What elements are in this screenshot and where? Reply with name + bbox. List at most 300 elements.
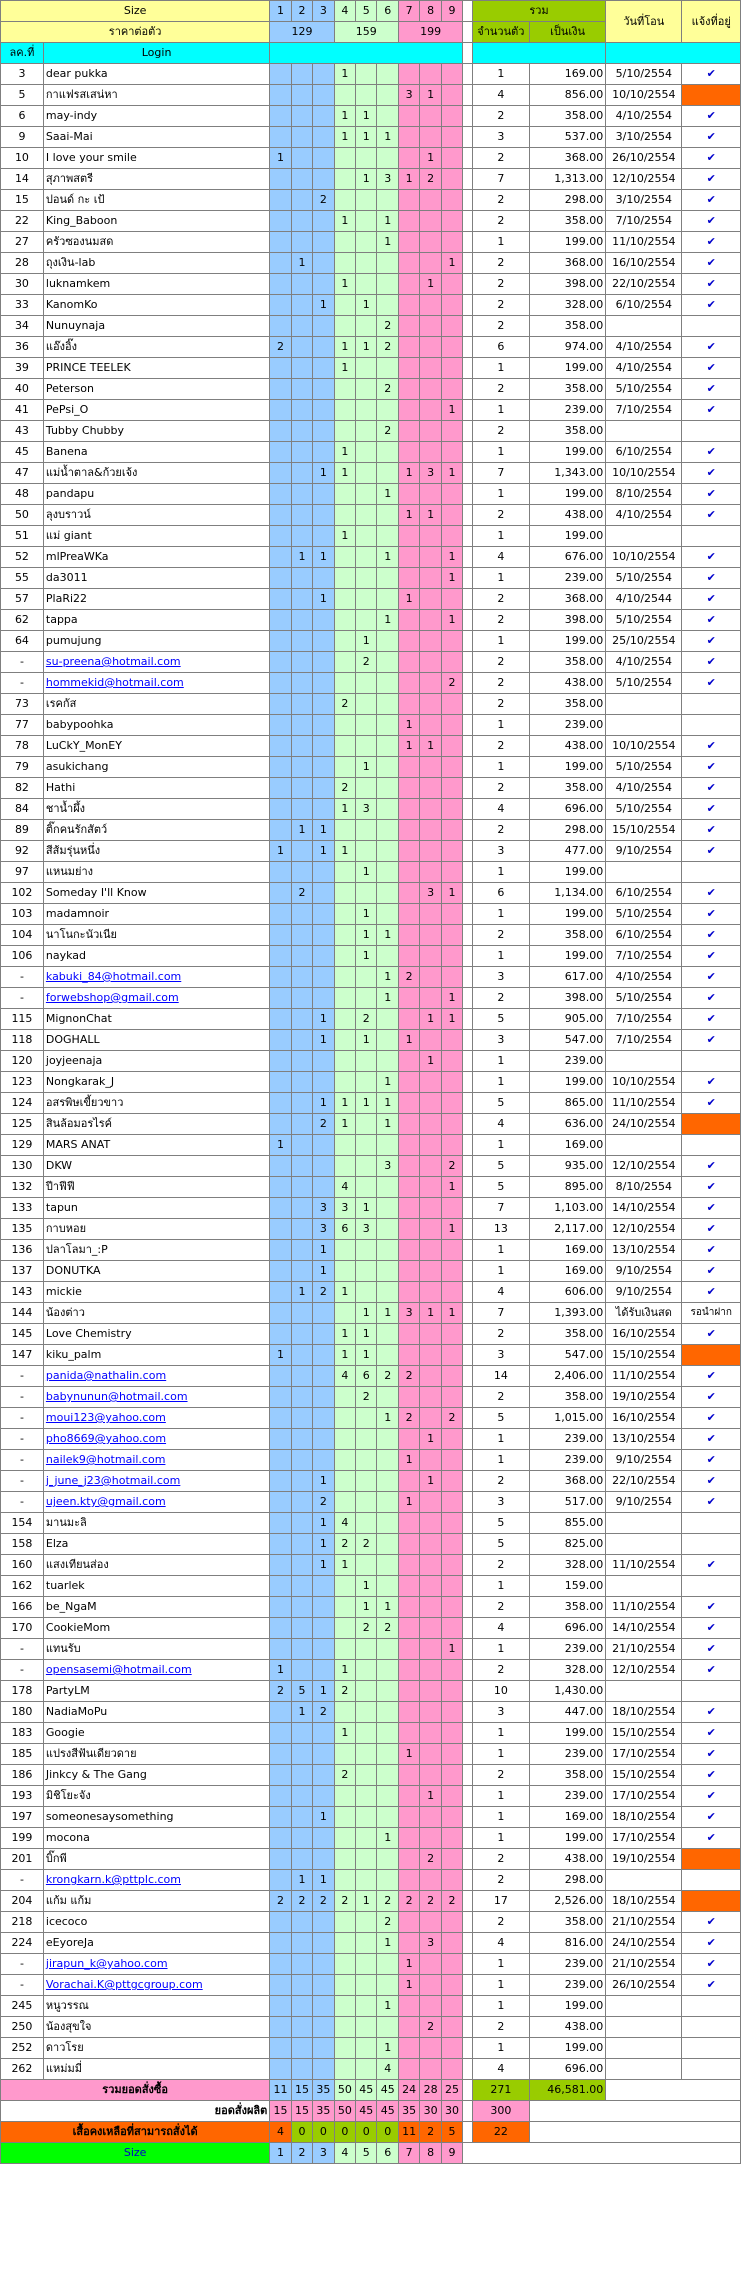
- row-number: -: [1, 1387, 44, 1408]
- size-4-count: 1: [334, 1324, 355, 1345]
- table-row: [1, 694, 741, 715]
- table-row: [1, 652, 741, 673]
- row-number: 137: [1, 1261, 44, 1282]
- checkmark-icon: ✔: [682, 946, 741, 967]
- row-qty: 1: [472, 526, 529, 547]
- row-amount: 199.00: [529, 1072, 605, 1093]
- spacer-cell: [463, 799, 473, 820]
- login-name: ติ๊กคนรักสัตว์: [43, 820, 269, 841]
- size-1-count: [270, 778, 291, 799]
- size-3-count: [313, 1366, 334, 1387]
- checkmark-icon: ✔: [682, 904, 741, 925]
- size-7-count: [398, 442, 419, 463]
- row-number: 115: [1, 1009, 44, 1030]
- table-row: [1, 2038, 741, 2059]
- table-row: [1, 1828, 741, 1849]
- size-5-count: [356, 1450, 377, 1471]
- size-3-count: 3: [313, 1219, 334, 1240]
- size-3-count: [313, 946, 334, 967]
- size-1-count: [270, 1114, 291, 1135]
- row-number: 5: [1, 85, 44, 106]
- row-transfer-date: 11/10/2554: [606, 232, 682, 253]
- table-row: [1, 1513, 741, 1534]
- row-amount: 696.00: [529, 2059, 605, 2080]
- login-email-link[interactable]: krongkarn.k@pttplc.com: [43, 1870, 269, 1891]
- row-transfer-date: [606, 2059, 682, 2080]
- size-4-count: 1: [334, 211, 355, 232]
- row-qty: 3: [472, 841, 529, 862]
- size-4-count: [334, 148, 355, 169]
- price-group-2: 159: [334, 22, 398, 43]
- size-6-count: [377, 1786, 398, 1807]
- size-1-count: [270, 1786, 291, 1807]
- login-email-link[interactable]: j_june_j23@hotmail.com: [43, 1471, 269, 1492]
- size-1-count: [270, 1387, 291, 1408]
- size-2-count: [291, 1156, 312, 1177]
- login-email-link[interactable]: nailek9@hotmail.com: [43, 1450, 269, 1471]
- size-6-count: [377, 1534, 398, 1555]
- row-qty: 1: [472, 358, 529, 379]
- size-2-count: [291, 169, 312, 190]
- checkmark-icon: ✔: [682, 1093, 741, 1114]
- size-header-8: 8: [420, 1, 441, 22]
- size-8-count: 3: [420, 1933, 441, 1954]
- login-name: แม่ giant: [43, 526, 269, 547]
- spacer-cell: [463, 547, 473, 568]
- size-3-count: [313, 1345, 334, 1366]
- size-8-count: [420, 1576, 441, 1597]
- size-5-count: [356, 1681, 377, 1702]
- login-name: PlaRi22: [43, 589, 269, 610]
- login-email-link[interactable]: pho8669@yahoo.com: [43, 1429, 269, 1450]
- size-8-count: [420, 1639, 441, 1660]
- row-qty: 1: [472, 400, 529, 421]
- size-5-count: [356, 505, 377, 526]
- row-amount: 358.00: [529, 1387, 605, 1408]
- table-row: [1, 1492, 741, 1513]
- size-1-count: [270, 526, 291, 547]
- spacer-cell: [463, 1744, 473, 1765]
- size-8-count: [420, 484, 441, 505]
- checkmark-icon: ✔: [682, 589, 741, 610]
- size-8-count: [420, 1702, 441, 1723]
- size-8-count: [420, 799, 441, 820]
- row-amount: 2,117.00: [529, 1219, 605, 1240]
- size-6-count: [377, 64, 398, 85]
- spacer-cell: [463, 1072, 473, 1093]
- size-9-count: [441, 904, 462, 925]
- size-2-count: [291, 652, 312, 673]
- row-qty: 2: [472, 1765, 529, 1786]
- size-9-count: [441, 358, 462, 379]
- size-8-count: 1: [420, 1471, 441, 1492]
- login-email-link[interactable]: Vorachai.K@pttgcgroup.com: [43, 1975, 269, 1996]
- size-5-count: [356, 1828, 377, 1849]
- row-number: 185: [1, 1744, 44, 1765]
- size-7-count: [398, 1429, 419, 1450]
- row-qty: 1: [472, 1639, 529, 1660]
- size-9-count: 1: [441, 1639, 462, 1660]
- row-qty: 1: [472, 715, 529, 736]
- size-9-count: [441, 316, 462, 337]
- size-9-count: [441, 1975, 462, 1996]
- size-2-count: [291, 1324, 312, 1345]
- size-9-count: [441, 820, 462, 841]
- size-8-count: [420, 1618, 441, 1639]
- size-1-count: [270, 1366, 291, 1387]
- row-qty: 1: [472, 1576, 529, 1597]
- row-amount: 974.00: [529, 337, 605, 358]
- checkmark-icon: ✔: [682, 988, 741, 1009]
- size-6-count: [377, 1954, 398, 1975]
- row-number: 124: [1, 1093, 44, 1114]
- login-email-link[interactable]: jirapun_k@yahoo.com: [43, 1954, 269, 1975]
- login-name: สีส้มรุ่นหนึ่ง: [43, 841, 269, 862]
- size-6-count: [377, 904, 398, 925]
- login-email-link[interactable]: opensasemi@hotmail.com: [43, 1660, 269, 1681]
- login-name: แหม่มมี่: [43, 2059, 269, 2080]
- size-4-count: [334, 1429, 355, 1450]
- size-9-count: [441, 1093, 462, 1114]
- row-transfer-date: 6/10/2554: [606, 295, 682, 316]
- table-row: [1, 946, 741, 967]
- checkmark-icon: ✔: [682, 1261, 741, 1282]
- size-7-count: [398, 211, 419, 232]
- table-row: [1, 1282, 741, 1303]
- size-7-count: [398, 925, 419, 946]
- size-footer-9: 9: [441, 2143, 462, 2164]
- size-2-count: [291, 715, 312, 736]
- size-5-count: [356, 1555, 377, 1576]
- login-email-link[interactable]: moui123@yahoo.com: [43, 1408, 269, 1429]
- login-email-link[interactable]: hommekid@hotmail.com: [43, 673, 269, 694]
- size-2-count: [291, 421, 312, 442]
- size-5-count: [356, 1492, 377, 1513]
- size-3-count: [313, 1597, 334, 1618]
- size-4-count: 2: [334, 1534, 355, 1555]
- table-row: [1, 1471, 741, 1492]
- size-5-count: [356, 2038, 377, 2059]
- size-5-count: [356, 883, 377, 904]
- row-number: 43: [1, 421, 44, 442]
- spacer-cell: [463, 1, 473, 22]
- total-header: รวม: [472, 1, 605, 22]
- ordered-size-1: 11: [270, 2080, 291, 2101]
- row-amount: 239.00: [529, 1744, 605, 1765]
- size-4-count: [334, 1240, 355, 1261]
- row-qty: 4: [472, 1282, 529, 1303]
- size-9-count: 1: [441, 1303, 462, 1324]
- checkmark-icon: ✔: [682, 1597, 741, 1618]
- row-qty: 1: [472, 64, 529, 85]
- size-8-count: [420, 106, 441, 127]
- size-2-count: [291, 1744, 312, 1765]
- size-8-count: [420, 1828, 441, 1849]
- size-7-count: [398, 484, 419, 505]
- row-number: 162: [1, 1576, 44, 1597]
- row-amount: 199.00: [529, 862, 605, 883]
- spacer-cell: [463, 1912, 473, 1933]
- login-name: asukichang: [43, 757, 269, 778]
- checkmark-icon: ✔: [682, 1744, 741, 1765]
- size-9-count: [441, 2017, 462, 2038]
- row-amount: 696.00: [529, 1618, 605, 1639]
- row-number: 106: [1, 946, 44, 967]
- row-qty: 1: [472, 1240, 529, 1261]
- login-name: MARS ANAT: [43, 1135, 269, 1156]
- remain-size-4: 0: [334, 2122, 355, 2143]
- checkmark-icon: ✔: [682, 1471, 741, 1492]
- checkmark-icon: ✔: [682, 1639, 741, 1660]
- login-email-link[interactable]: ujeen.kty@gmail.com: [43, 1492, 269, 1513]
- row-qty: 2: [472, 1870, 529, 1891]
- size-3-count: 1: [313, 1870, 334, 1891]
- size-3-count: [313, 169, 334, 190]
- row-transfer-date: 11/10/2554: [606, 1555, 682, 1576]
- spacer-cell: [463, 736, 473, 757]
- spacer-cell: [463, 1702, 473, 1723]
- size-7-count: 3: [398, 85, 419, 106]
- size-9-count: [441, 1534, 462, 1555]
- login-email-link[interactable]: kabuki_84@hotmail.com: [43, 967, 269, 988]
- size-2-count: [291, 1177, 312, 1198]
- size-7-count: [398, 1177, 419, 1198]
- size-9-count: [441, 736, 462, 757]
- size-5-count: [356, 589, 377, 610]
- login-name: ลุงบราวน์: [43, 505, 269, 526]
- spacer-cell: [463, 463, 473, 484]
- row-transfer-date: [606, 421, 682, 442]
- row-amount: 298.00: [529, 1870, 605, 1891]
- size-footer-4: 4: [334, 2143, 355, 2164]
- row-number: 40: [1, 379, 44, 400]
- row-amount: 477.00: [529, 841, 605, 862]
- row-qty: 5: [472, 1009, 529, 1030]
- size-8-count: [420, 1114, 441, 1135]
- table-row: [1, 1576, 741, 1597]
- table-row: [1, 463, 741, 484]
- login-name: Peterson: [43, 379, 269, 400]
- produced-size-1: 15: [270, 2101, 291, 2122]
- table-row: [1, 106, 741, 127]
- row-transfer-date: 15/10/2554: [606, 1765, 682, 1786]
- row-transfer-date: 8/10/2554: [606, 1177, 682, 1198]
- size-7-count: [398, 610, 419, 631]
- row-transfer-date: 19/10/2554: [606, 1849, 682, 1870]
- row-qty: 2: [472, 610, 529, 631]
- size-8-count: [420, 1387, 441, 1408]
- size-9-count: 1: [441, 547, 462, 568]
- size-4-count: 1: [334, 1660, 355, 1681]
- size-4-count: 1: [334, 442, 355, 463]
- row-amount: 199.00: [529, 1828, 605, 1849]
- size-4-count: [334, 1912, 355, 1933]
- login-email-link[interactable]: panida@nathalin.com: [43, 1366, 269, 1387]
- size-4-count: [334, 1471, 355, 1492]
- row-number: -: [1, 967, 44, 988]
- size-6-count: 2: [377, 1618, 398, 1639]
- size-2-count: [291, 1807, 312, 1828]
- table-row: [1, 358, 741, 379]
- size-4-count: 1: [334, 463, 355, 484]
- size-2-count: [291, 1828, 312, 1849]
- size-3-count: 1: [313, 841, 334, 862]
- row-transfer-date: 11/10/2554: [606, 1366, 682, 1387]
- spacer-cell: [463, 1933, 473, 1954]
- spacer-cell: [463, 1303, 473, 1324]
- row-transfer-date: 24/10/2554: [606, 1933, 682, 1954]
- size-4-count: [334, 1744, 355, 1765]
- row-qty: 13: [472, 1219, 529, 1240]
- size-1-count: [270, 85, 291, 106]
- checkmark-icon: ✔: [682, 1282, 741, 1303]
- empty-flag: [682, 694, 741, 715]
- row-qty: 3: [472, 127, 529, 148]
- size-4-count: 4: [334, 1513, 355, 1534]
- row-amount: 239.00: [529, 1051, 605, 1072]
- size-9-count: [441, 85, 462, 106]
- size-1-count: [270, 1702, 291, 1723]
- table-row: [1, 484, 741, 505]
- size-2-count: [291, 757, 312, 778]
- size-2-count: [291, 400, 312, 421]
- size-9-count: 1: [441, 1219, 462, 1240]
- size-3-count: [313, 379, 334, 400]
- checkmark-icon: ✔: [682, 631, 741, 652]
- row-transfer-date: 7/10/2554: [606, 1030, 682, 1051]
- size-footer-7: 7: [398, 2143, 419, 2164]
- row-qty: 4: [472, 85, 529, 106]
- spacer-cell: [463, 1828, 473, 1849]
- row-amount: 358.00: [529, 925, 605, 946]
- size-3-count: [313, 1933, 334, 1954]
- login-name: Someday I'll Know: [43, 883, 269, 904]
- size-7-count: [398, 2059, 419, 2080]
- produced-size-3: 35: [313, 2101, 334, 2122]
- size-8-count: 1: [420, 148, 441, 169]
- size-6-count: [377, 85, 398, 106]
- size-2-count: [291, 1051, 312, 1072]
- size-8-count: [420, 1156, 441, 1177]
- size-9-count: [441, 1723, 462, 1744]
- size-8-count: 1: [420, 1303, 441, 1324]
- row-number: 201: [1, 1849, 44, 1870]
- login-email-link[interactable]: babynunun@hotmail.com: [43, 1387, 269, 1408]
- login-email-link[interactable]: forwebshop@gmail.com: [43, 988, 269, 1009]
- size-9-count: [441, 1765, 462, 1786]
- row-transfer-date: [606, 694, 682, 715]
- size-2-count: [291, 1912, 312, 1933]
- login-name: มิชิโยะจัง: [43, 1786, 269, 1807]
- login-email-link[interactable]: su-preena@hotmail.com: [43, 652, 269, 673]
- row-amount: 239.00: [529, 1429, 605, 1450]
- row-number: -: [1, 1954, 44, 1975]
- spacer-cell: [463, 232, 473, 253]
- row-transfer-date: 4/10/2554: [606, 358, 682, 379]
- row-qty: 2: [472, 106, 529, 127]
- size-2-count: 2: [291, 1891, 312, 1912]
- row-qty: 5: [472, 1156, 529, 1177]
- row-amount: 199.00: [529, 757, 605, 778]
- row-amount: 2,526.00: [529, 1891, 605, 1912]
- size-7-count: [398, 1261, 419, 1282]
- size-4-count: 1: [334, 1093, 355, 1114]
- size-1-count: [270, 2038, 291, 2059]
- produced-size-4: 50: [334, 2101, 355, 2122]
- size-9-count: [441, 1555, 462, 1576]
- row-transfer-date: 12/10/2554: [606, 1219, 682, 1240]
- table-row: [1, 1933, 741, 1954]
- size-6-count: [377, 1282, 398, 1303]
- spacer-cell: [463, 2038, 473, 2059]
- size-5-count: [356, 85, 377, 106]
- size-9-count: [441, 295, 462, 316]
- size-1-count: 2: [270, 1681, 291, 1702]
- size-9-count: [441, 274, 462, 295]
- size-5-count: 1: [356, 1093, 377, 1114]
- size-5-count: [356, 1702, 377, 1723]
- empty-cell: [529, 2122, 740, 2143]
- size-5-count: [356, 400, 377, 421]
- size-2-count: [291, 85, 312, 106]
- login-name: ถุงเงิน-lab: [43, 253, 269, 274]
- size-3-count: [313, 862, 334, 883]
- size-4-count: 1: [334, 274, 355, 295]
- size-5-count: [356, 610, 377, 631]
- row-qty: 2: [472, 274, 529, 295]
- row-transfer-date: 18/10/2554: [606, 1807, 682, 1828]
- size-header-1: 1: [270, 1, 291, 22]
- size-3-count: 1: [313, 463, 334, 484]
- login-name: เรคกัส: [43, 694, 269, 715]
- size-6-count: [377, 1198, 398, 1219]
- produced-size-6: 45: [377, 2101, 398, 2122]
- size-4-count: [334, 505, 355, 526]
- row-number: 77: [1, 715, 44, 736]
- size-5-count: [356, 1513, 377, 1534]
- size-2-count: [291, 1240, 312, 1261]
- size-4-count: [334, 2017, 355, 2038]
- login-name: Elza: [43, 1534, 269, 1555]
- table-row: [1, 274, 741, 295]
- size-1-count: [270, 64, 291, 85]
- spacer-cell: [463, 190, 473, 211]
- spacer-cell: [463, 400, 473, 421]
- pending-address-flag: [682, 1849, 741, 1870]
- size-2-count: 1: [291, 1870, 312, 1891]
- size-3-count: [313, 1303, 334, 1324]
- spacer-cell: [463, 1345, 473, 1366]
- size-3-count: [313, 757, 334, 778]
- size-4-count: [334, 1996, 355, 2017]
- size-5-count: [356, 841, 377, 862]
- row-transfer-date: [606, 2038, 682, 2059]
- login-name: ชาน้ำผึ้ง: [43, 799, 269, 820]
- spacer-cell: [463, 295, 473, 316]
- checkmark-icon: ✔: [682, 1408, 741, 1429]
- table-row: [1, 1177, 741, 1198]
- row-amount: 358.00: [529, 1765, 605, 1786]
- size-4-count: [334, 1618, 355, 1639]
- size-1-count: [270, 967, 291, 988]
- size-1-count: [270, 1849, 291, 1870]
- spacer-cell: [463, 904, 473, 925]
- login-name: แม่น้ำตาล&ก้วยเจ้ง: [43, 463, 269, 484]
- summary-produced-row: [1, 2101, 741, 2122]
- size-2-count: [291, 1072, 312, 1093]
- login-name: I love your smile: [43, 148, 269, 169]
- size-7-count: [398, 547, 419, 568]
